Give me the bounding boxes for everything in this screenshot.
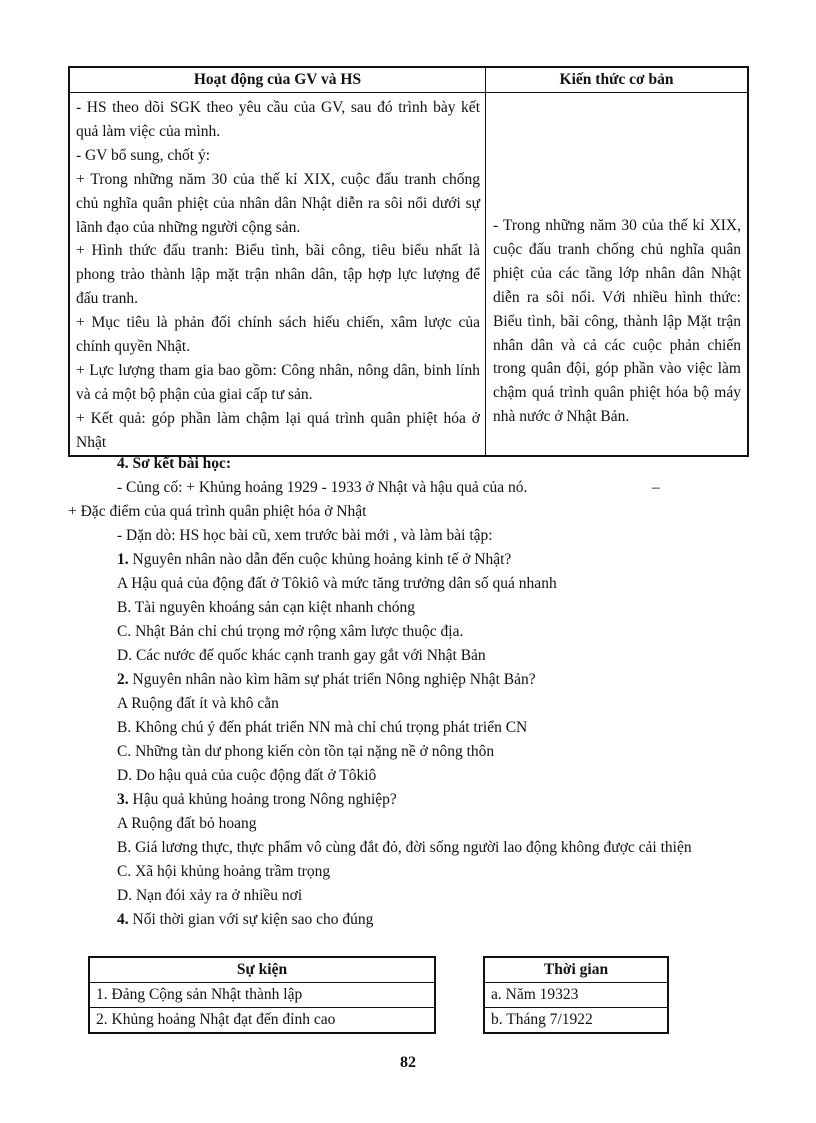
homework-line: - Dặn dò: HS học bài cũ, xem trước bài mới , và làm bài tập: <box>117 527 493 544</box>
consolidate-text: - Củng cố: + Khủng hoảng 1929 - 1933 ở Nhật và hậu quả của nó. <box>117 479 528 496</box>
activity-line: + Mục tiêu là phản đối chính sách hiếu chiến, xâm lược của chính quyền Nhật. <box>76 314 480 356</box>
knowledge-text: - Trong những năm 30 của thế kỉ XIX, cuộc đấu tranh chống chủ nghĩa quân phiệt của các tầng lớp nhân dân Nhật diễn ra sôi nổi. Với nhiều hình thức: Biểu tình, bãi công, thành lập Mặt trận nhân dân và cả các cuộc phản chiến trong quân đội, góp phần vào việc làm chậm quá trình quân phiệt hóa bộ máy nhà nước ở Nhật Bản. <box>493 217 741 426</box>
question-2 <box>0 668 816 692</box>
question-1 <box>0 548 816 572</box>
event-item: 2. Khủng hoảng Nhật đạt đến đỉnh cao <box>89 1008 435 1034</box>
option: B. Không chú ý đến phát triển NN mà chỉ chú trọng phát triển CN <box>117 719 528 736</box>
option: A Hậu quả của động đất ở Tôkiô và mức tăng trưởng dân số quá nhanh <box>117 575 557 592</box>
question-text: Nguyên nhân nào dẫn đến cuộc khủng hoảng kinh tế ở Nhật? <box>128 551 512 568</box>
events-table <box>88 956 436 1034</box>
times-table <box>483 956 669 1034</box>
activity-line: + Lực lượng tham gia bao gồm: Công nhân, nông dân, binh lính và cả một bộ phận của giai cấp tư sản. <box>76 361 480 403</box>
option: A Ruộng đất ít và khô cằn <box>117 695 279 712</box>
question-number: 2. <box>117 671 129 688</box>
times-header: Thời gian <box>484 957 668 983</box>
question-text: Nguyên nhân nào kìm hãm sự phát triển Nông nghiệp Nhật Bản? <box>128 671 536 688</box>
option: C. Xã hội khủng hoảng trầm trọng <box>117 863 331 880</box>
events-header: Sự kiện <box>89 957 435 983</box>
activity-line: + Kết quả: góp phần làm chậm lại quá trình quân phiệt hóa ở Nhật <box>76 409 480 451</box>
option: C. Nhật Bản chỉ chú trọng mở rộng xâm lược thuộc địa. <box>117 623 464 640</box>
question-3 <box>0 788 816 812</box>
question-number: 3. <box>117 791 129 808</box>
consolidate-line-2: + Đặc điểm của quá trình quân phiệt hóa ở Nhật <box>68 503 367 520</box>
knowledge-cell <box>486 93 749 456</box>
question-text: Hậu quả khủng hoảng trong Nông nghiệp? <box>128 791 397 808</box>
option: C. Những tàn dư phong kiến còn tồn tại nặng nề ở nông thôn <box>117 743 495 760</box>
option: B. Tài nguyên khoáng sản cạn kiệt nhanh chóng <box>117 599 416 616</box>
question-4 <box>0 908 816 932</box>
activities-cell <box>69 93 486 456</box>
question-text: Nối thời gian với sự kiện sao cho đúng <box>128 911 374 928</box>
time-item: a. Năm 19323 <box>484 983 668 1008</box>
summary-heading: 4. Sơ kết bài học: <box>117 455 232 472</box>
event-item: 1. Đảng Cộng sản Nhật thành lập <box>89 983 435 1008</box>
header-activities: Hoạt động của GV và HS <box>69 67 486 93</box>
activity-line: + Hình thức đấu tranh: Biểu tình, bãi công, tiêu biểu nhất là phong trào thành lập mặt trận nhân dân, tập hợp lực lượng để đấu tranh. <box>76 242 480 308</box>
consolidate-line <box>0 476 816 500</box>
header-knowledge: Kiến thức cơ bản <box>486 67 749 93</box>
time-item: b. Tháng 7/1922 <box>484 1008 668 1034</box>
activity-line: + Trong những năm 30 của thế kỉ XIX, cuộc đấu tranh chống chủ nghĩa quân phiệt của nhân dân Nhật diễn ra sôi nổi dưới sự lãnh đạo của những người cộng sản. <box>76 170 480 236</box>
dash: – <box>652 479 660 496</box>
option: D. Các nước đế quốc khác cạnh tranh gay gắt với Nhật Bản <box>117 647 486 664</box>
option: D. Do hậu quả của cuộc động đất ở Tôkiô <box>117 767 377 784</box>
activity-line: - GV bổ sung, chốt ý: <box>76 146 211 164</box>
lesson-summary <box>0 452 816 932</box>
option: A Ruộng đất bỏ hoang <box>117 815 257 832</box>
option: B. Giá lương thực, thực phẩm vô cùng đắt đỏ, đời sống người lao động không được cải thiện <box>117 839 692 856</box>
question-number: 1. <box>117 551 129 568</box>
question-number: 4. <box>117 911 129 928</box>
page-number: 82 <box>400 1054 416 1071</box>
activity-line: - HS theo dõi SGK theo yêu cầu của GV, sau đó trình bày kết quả làm việc của mình. <box>76 99 480 140</box>
option: D. Nạn đói xảy ra ở nhiều nơi <box>117 887 303 904</box>
lesson-table <box>68 66 749 457</box>
